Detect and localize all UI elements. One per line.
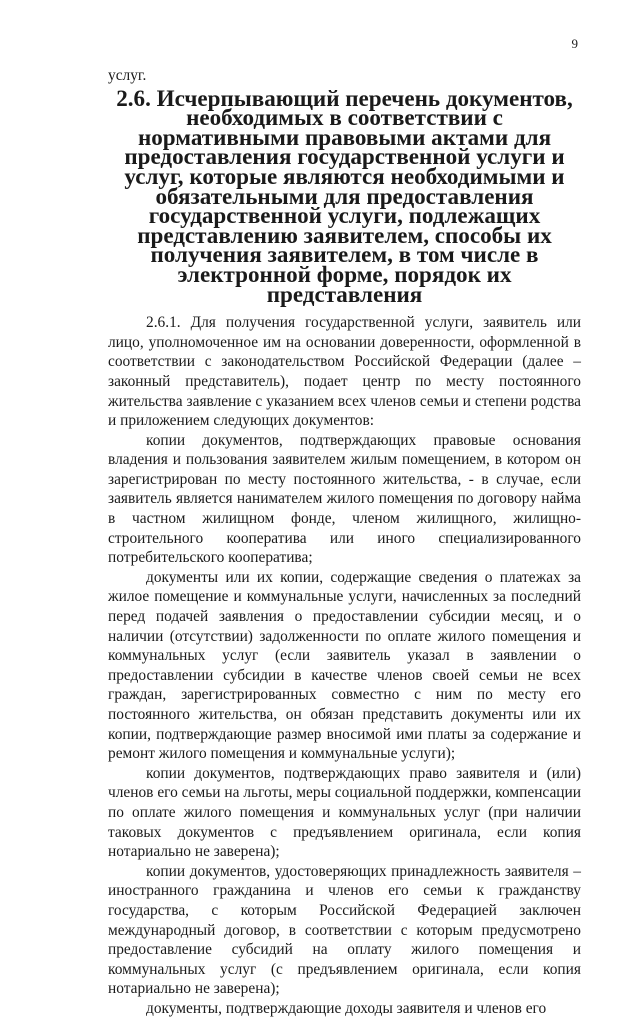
- page-content: [108, 66, 581, 1019]
- paragraph-citizenship-documents: копии документов, удостоверяющих принадлежность заявителя – иностранного гражданина и членов его семьи к гражданству государства, с которым Российской Федерацией заключен международный договор, в соответствии с которым предусмотрено предоставление субсидий на оплату жилого помещения и коммунальных услуг (с предъявлением оригинала, если копия нотариально не заверена);: [108, 862, 581, 998]
- section-heading: 2.6. Исчерпывающий перечень документов, необходимых в соответствии с нормативными правовыми актами для предоставления государственной услуги и услуг, которые являются необходимыми и обязательными для предоставления государственной услуги, подлежащих представлению заявителем, способы их получения заявителем, в том числе в электронной форме, порядок их представления: [116, 84, 573, 307]
- paragraph-2-6-1: 2.6.1. Для получения государственной услуги, заявитель или лицо, уполномоченное им на основании доверенности, оформленной в соответствии с законодательством Российской Федерации (далее – законный представитель), подает центр по месту постоянного жительства заявление с указанием всех членов семьи и степени родства и приложением следующих документов:: [108, 314, 581, 430]
- paragraph-payment-documents: документы или их копии, содержащие сведения о платежах за жилое помещение и коммунальные услуги, начисленных за последний перед подачей заявления о предоставлении субсидии месяц, и о наличии (отсутствии) задолженности по оплате жилого помещения и коммунальных услуг (если заявитель указал в заявлении о предоставлении субсидии в качестве членов своей семьи не всех граждан, зарегистрированных совместно с ним по месту его постоянного жительства, он обязан представить документы или их копии, подтверждающие размер вносимой ими платы за содержание и ремонт жилого помещения и коммунальные услуги);: [108, 568, 581, 763]
- page-number: 9: [571, 36, 578, 51]
- paragraph-income-documents: документы, подтверждающие доходы заявителя и членов его: [146, 999, 547, 1017]
- paragraph-benefit-documents: копии документов, подтверждающих право заявителя и (или) членов его семьи на льготы, меры социальной поддержки, компенсации по оплате жилого помещения и коммунальных услуг (при наличии таковых документов с предъявлением оригинала, если копия нотариально не заверена);: [108, 764, 581, 861]
- paragraph-ownership-documents: копии документов, подтверждающих правовые основания владения и пользования заявителем жилым помещением, в котором он зарегистрирован по месту постоянного жительства, - в случае, если заявитель является нанимателем жилого помещения по договору найма в частном жилищном фонде, членом жилищного, жилищно-строительного кооператива или иного специализированного потребительского кооператива;: [108, 431, 581, 567]
- previous-section-tail: услуг.: [108, 67, 147, 84]
